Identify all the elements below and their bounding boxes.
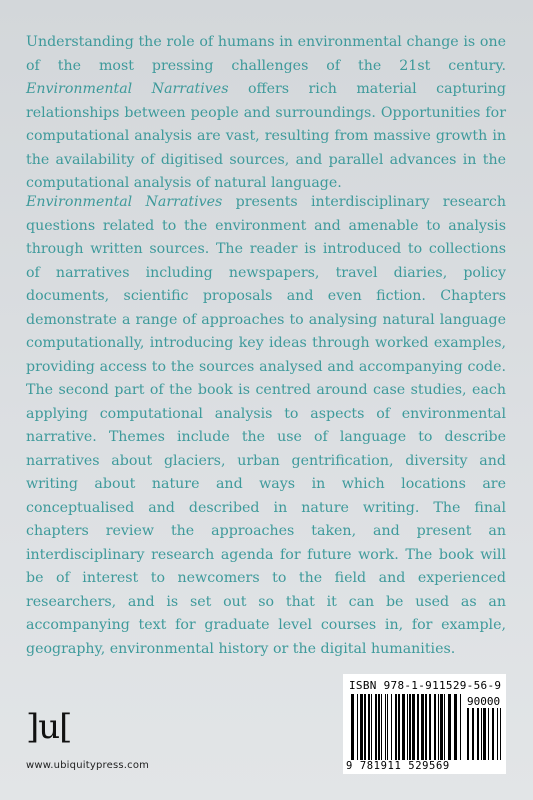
barcode-bar: [387, 694, 388, 760]
barcode-bar: [357, 694, 358, 760]
barcode-bar: [364, 694, 366, 760]
barcode-bar: [368, 694, 370, 760]
barcode-bar: [434, 694, 436, 760]
barcode-bar: [421, 694, 424, 760]
barcode-bar: [417, 694, 419, 760]
barcode-bar: [492, 708, 494, 760]
barcode-bar: [398, 694, 400, 760]
barcode-bar: [497, 708, 498, 760]
book-title-italic: Environmental Narratives: [26, 81, 229, 97]
barcode-bar: [467, 708, 469, 760]
ean-barcode-bars: [351, 694, 461, 760]
barcode-bar: [381, 694, 382, 760]
barcode-bar: [412, 694, 415, 760]
barcode-bar: [438, 694, 439, 760]
blurb-paragraph-2: [26, 191, 506, 661]
barcode-bar: [371, 694, 372, 760]
barcode-bar: [454, 694, 457, 760]
barcode-bar: [402, 694, 405, 760]
barcode-bar: [407, 694, 408, 760]
isbn-barcode: [343, 674, 506, 774]
barcode-bar: [385, 694, 386, 760]
isbn-label: ISBN 978-1-911529-56-9: [349, 679, 502, 692]
barcode-bar: [488, 708, 489, 760]
barcode-bar: [460, 694, 461, 760]
barcode-bar: [448, 694, 451, 760]
ean-digits: 9 781911 529569: [346, 760, 450, 772]
barcode-bar: [425, 694, 427, 760]
barcode-bar: [483, 708, 486, 760]
barcode-bar: [360, 694, 363, 760]
blurb-paragraph-1: [26, 31, 506, 196]
barcode-bar: [481, 708, 482, 760]
barcode-bar: [375, 694, 377, 760]
barcode-bar: [472, 708, 474, 760]
barcode-bar: [440, 694, 443, 760]
barcode-bar: [351, 694, 354, 760]
barcode-bar: [477, 708, 479, 760]
blurb-paragraph-1-rest: offers rich material capturing relationships between people and surroundings. Opportunities for computational analysis are vast, resulting from massive growth in the availability of digitised sources, and parallel advances in the computational analysis of natural language.: [26, 81, 507, 191]
blurb-paragraph-2-rest: presents interdisciplinary research questions related to the environment and amenable to analysis through written sources. The reader is introduced to collections of narratives including newspapers, travel diaries, policy documents, scientific proposals and even fiction. Chapters demonstrate a range of approaches to analysing natural language computationally, introducing key ideas through worked examples, providing access to the sources analysed and accompanying code. The second part of the book is centred around case studies, each applying computational analysis to aspects of environmental narrative. Themes include the use of language to describe narratives about glaciers, urban gentrification, diversity and writing about nature and ways in which locations are conceptualised and described in nature writing. The final chapters review the approaches taken, and present an interdisciplinary research agenda for future work. The book will be of interest to newcomers to the field and experienced researchers, and is set out so that it can be used as an accompanying text for graduate level courses in, for example, geography, environmental history or the digital humanities.: [26, 194, 506, 657]
barcode-bar: [378, 694, 380, 760]
publisher-logo: ]u[: [26, 707, 72, 747]
blurb-intro-text: Understanding the role of humans in environmental change is one of the most pressing challenges of the 21st century.: [26, 34, 506, 74]
barcode-bar: [444, 694, 445, 760]
barcode-bar: [429, 694, 431, 760]
publisher-url: www.ubiquitypress.com: [26, 760, 150, 771]
price-addon-bars: [467, 708, 501, 760]
price-code: 90000: [467, 695, 501, 708]
barcode-bar: [409, 694, 411, 760]
barcode-bar: [391, 694, 392, 760]
barcode-bar: [395, 694, 397, 760]
book-title-italic: Environmental Narratives: [26, 194, 223, 210]
barcode-bar: [500, 708, 501, 760]
